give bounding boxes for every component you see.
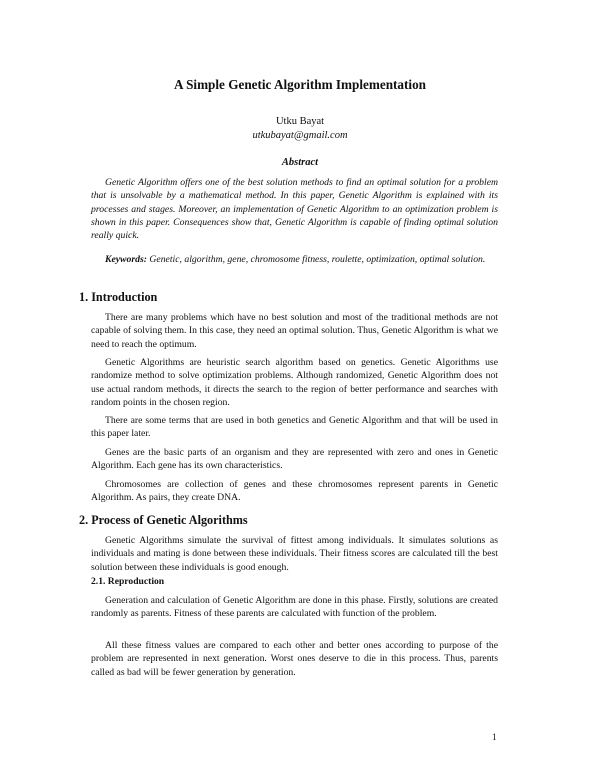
keywords-text: Genetic, algorithm, gene, chromosome fitness, roulette, optimization, optimal solution. xyxy=(149,254,486,265)
paragraph: Chromosomes are collection of genes and these chromosomes represent parents in Genetic Algorithm. As pairs, they create DNA. xyxy=(91,479,498,504)
paragraph: Genes are the basic parts of an organism and they are represented with zero and ones in Genetic Algorithm. Each gene has its own characteristics. xyxy=(91,447,498,472)
paper-title: A Simple Genetic Algorithm Implementation xyxy=(173,77,426,92)
keywords xyxy=(91,253,498,266)
paragraph: There are some terms that are used in both genetics and Genetic Algorithm and that will be used in this paper later. xyxy=(91,415,498,440)
keywords-label: Keywords: xyxy=(105,254,147,265)
paragraph: Genetic Algorithms are heuristic search algorithm based on genetics. Genetic Algorithms use randomize method to solve optimization problems. Although randomized, Genetic Algorithm does not use actual random methods, it directs the search to the region of better performance and searches with random points in the chosen region. xyxy=(91,357,498,408)
section-heading-process: 2. Process of Genetic Algorithms xyxy=(79,513,248,527)
paragraph: All these fitness values are compared to each other and better ones according to purpose of the problem are represented in next generation. Worst ones deserve to die in this process. Thus, parents called as bad will be fewer generation by generation. xyxy=(91,640,498,678)
author-email: utkubayat@gmail.com xyxy=(252,130,348,141)
author-block xyxy=(0,115,600,143)
page-number: 1 xyxy=(492,733,497,743)
paragraph: Generation and calculation of Genetic Algorithm are done in this phase. Firstly, solutions are created randomly as parents. Fitness of these parents are calculated with function of the problem. xyxy=(91,595,498,620)
subsection-heading-reproduction: 2.1. Reproduction xyxy=(91,576,165,587)
abstract-heading: Abstract xyxy=(281,157,319,168)
paragraph: There are many problems which have no best solution and most of the traditional methods are not capable of solving them. In this case, they need an optimal solution. Thus, Genetic Algorithm is what we need to reach the optimum. xyxy=(91,312,498,350)
paragraph: Genetic Algorithms simulate the survival of fittest among individuals. It simulates solutions as individuals and mating is done between these individuals. Their fitness scores are calculated till the best solution between these individuals is good enough. xyxy=(91,535,498,573)
abstract-text: Genetic Algorithm offers one of the best solution methods to find an optimal solution for a problem that is unsolvable by a mathematical method. In this paper, Genetic Algorithm is explained with its processes and stages. Moreover, an implementation of Genetic Algorithm to an optimization problem is shown in this paper. Consequences show that, Genetic Algorithm is capable of finding optimal solution really quick. xyxy=(91,177,498,242)
author-name: Utku Bayat xyxy=(275,116,325,127)
section-heading-introduction: 1. Introduction xyxy=(79,290,158,304)
